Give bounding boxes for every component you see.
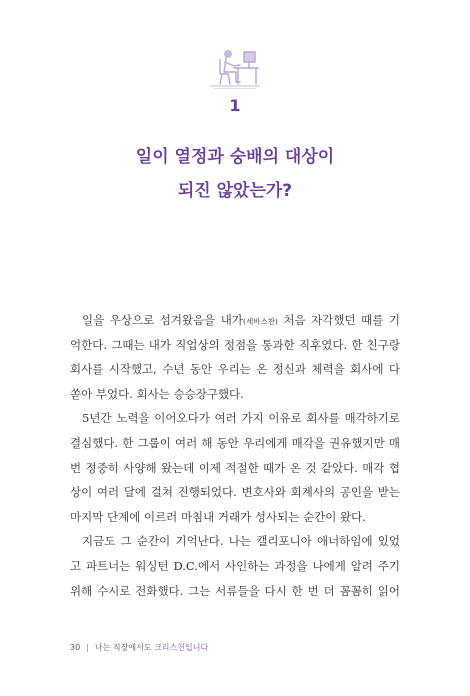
person-at-desk-computer-icon xyxy=(208,44,262,94)
body-line: 마지막 단계에 이르러 마침내 거래가 성사되는 순간이 왔다. xyxy=(70,509,366,524)
chapter-title-line-1: 일이 열정과 숭배의 대상이 xyxy=(135,147,335,167)
body-line: 5년간 노력을 이어오다가 여러 가지 이유로 회사를 매각하기로 xyxy=(82,411,400,426)
chapter-title-line-2: 되진 않았는가? xyxy=(177,181,293,201)
body-line: 번 정중히 사양해 왔는데 이제 적절한 때가 온 것 같았다. 매각 협 xyxy=(70,460,400,475)
body-line: 위해 수시로 전화했다. 그는 서류들을 다시 한 번 더 꼼꼼히 읽어 xyxy=(70,583,400,598)
body-line: 고 파트너는 워싱턴 D.C.에서 사인하는 과정을 나에게 알려 주기 xyxy=(70,558,400,573)
page-footer xyxy=(70,642,208,653)
chapter-number: 1 xyxy=(229,96,241,115)
body-line: 회사를 시작했고, 수년 동안 우리는 온 정신과 체력을 회사에 다 xyxy=(70,362,400,377)
footer-separator: | xyxy=(86,643,89,652)
page-number: 30 xyxy=(70,643,81,652)
book-title-part2: 크리스천입니다 xyxy=(154,643,209,652)
inline-annotation: (세바스찬) xyxy=(243,317,278,326)
body-line: 지금도 그 순간이 기억난다. 나는 캘리포니아 애너하임에 있었 xyxy=(82,534,400,549)
body-line: 상이 여러 달에 걸쳐 진행되었다. 변호사와 회계사의 공인을 받는 xyxy=(70,485,400,500)
book-title-part1: 나는 직장에서도 xyxy=(94,643,152,652)
body-line: 일을 우상으로 섬겨왔음을 내가(세바스찬) 처음 자각했던 때를 기 xyxy=(82,313,400,327)
body-line: 쏟아 부었다. 회사는 승승장구했다. xyxy=(70,386,244,401)
chapter-title xyxy=(0,140,470,208)
body-line: 결심했다. 한 그룹이 여러 해 동안 우리에게 매각을 권유했지만 매 xyxy=(70,435,400,450)
body-line: 억한다. 그때는 내가 직업상의 정점을 통과한 직후였다. 한 친구랑 xyxy=(70,337,400,352)
body-text xyxy=(70,308,400,603)
